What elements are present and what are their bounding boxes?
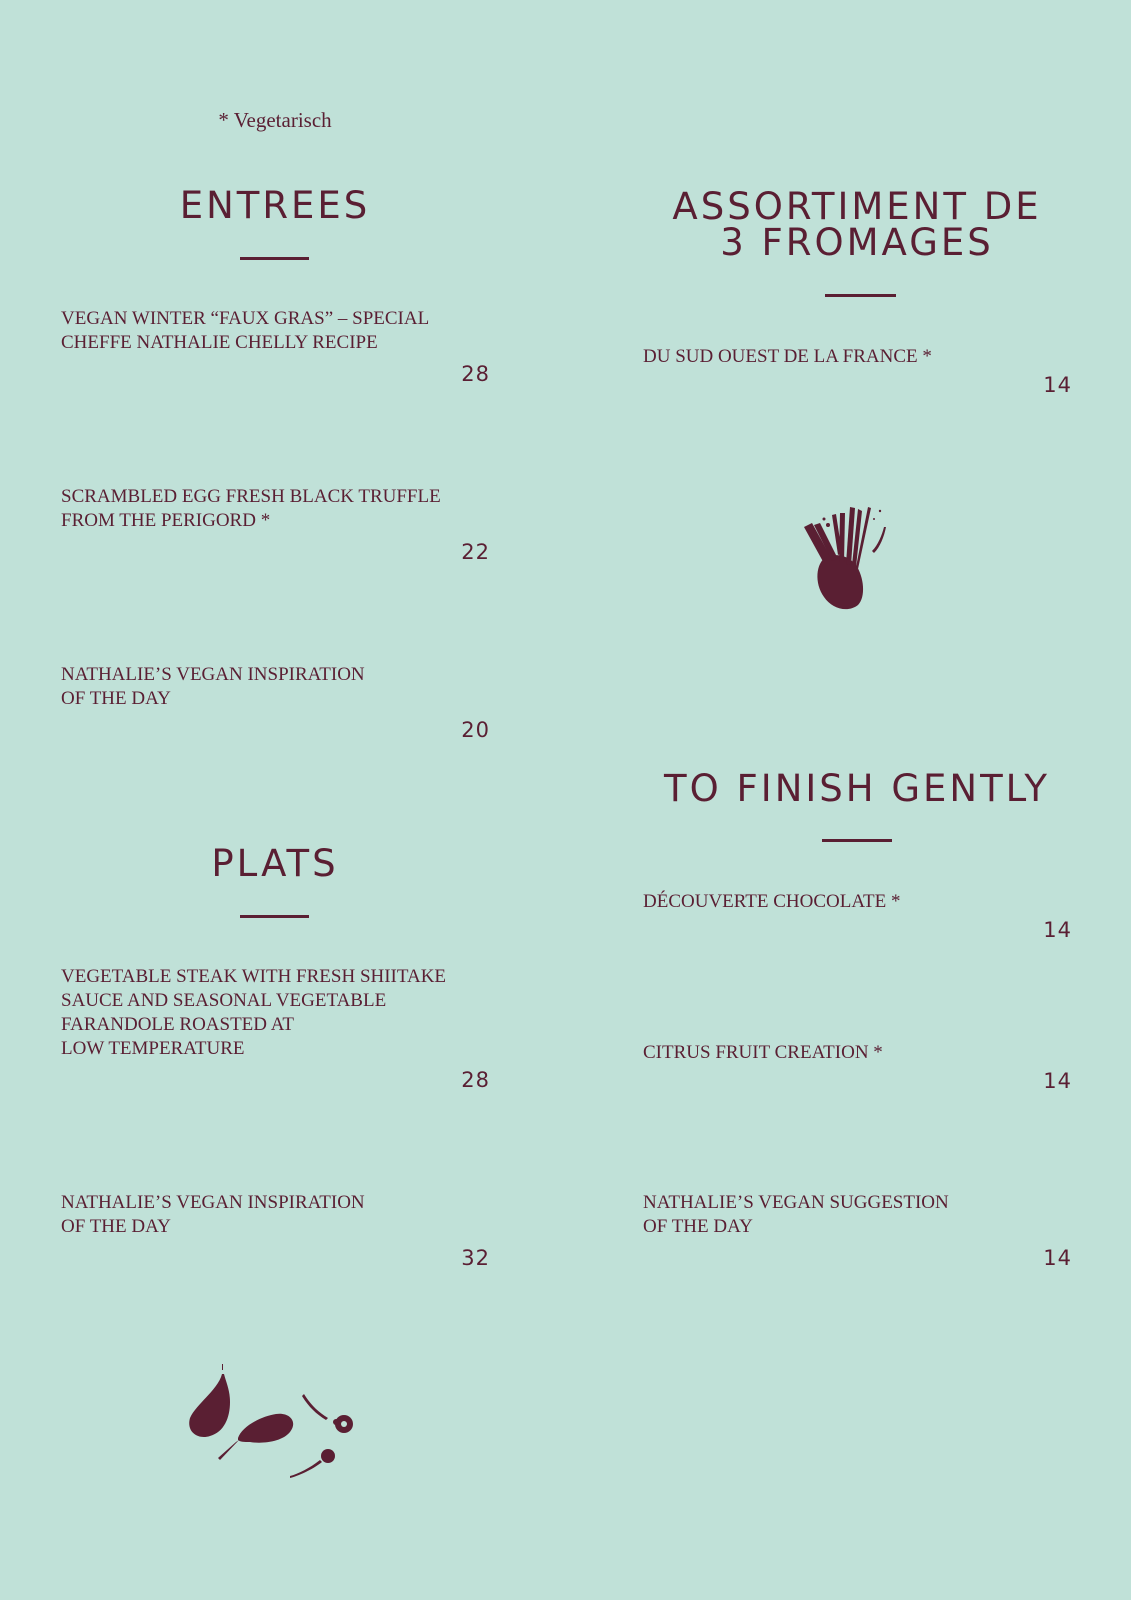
menu-item-price: 14 [1043,1069,1072,1093]
title-rule [240,257,309,260]
menu-item-name: NATHALIE’S VEGAN INSPIRATION OF THE DAY [61,1192,365,1237]
menu-item-name: VEGETABLE STEAK WITH FRESH SHIITAKE SAUCE AND SEASONAL VEGETABLE FARANDOLE ROASTED AT LOW TEMPERATURE [61,966,447,1059]
menu-item-price: 20 [461,718,490,742]
menu-item-name: VEGAN WINTER “FAUX GRAS” – SPECIAL CHEFFE NATHALIE CHELLY RECIPE [61,308,430,353]
menu-item-name: SCRAMBLED EGG FRESH BLACK TRUFFLE FROM THE PERIGORD * [61,486,441,531]
menu-item-price: 14 [1043,918,1072,942]
section-title-fromages: ASSORTIMENT DE 3 FROMAGES [672,185,1042,264]
menu-item-price: 14 [1043,1246,1072,1270]
title-rule [240,915,309,918]
pear-illustration [186,1360,362,1486]
section-title-plats: PLATS [211,842,339,885]
menu-item-price: 22 [461,540,490,564]
section-title-entrees: ENTREES [179,184,371,227]
menu-item-price: 14 [1043,373,1072,397]
vegetarian-note: * Vegetarisch [218,108,332,132]
menu-item-price: 28 [461,1068,490,1092]
menu-item-price: 28 [461,362,490,386]
title-rule [822,839,892,842]
title-rule [825,294,896,297]
menu-item-name: DU SUD OUEST DE LA FRANCE * [643,346,932,367]
section-title-finish: TO FINISH GENTLY [664,767,1050,810]
fennel-illustration [798,505,894,613]
menu-item-name: CITRUS FRUIT CREATION * [643,1042,883,1063]
menu-item-name: NATHALIE’S VEGAN INSPIRATION OF THE DAY [61,664,365,709]
menu-item-price: 32 [461,1246,490,1270]
menu-item-name: NATHALIE’S VEGAN SUGGESTION OF THE DAY [643,1192,949,1237]
menu-item-name: DÉCOUVERTE CHOCOLATE * [643,891,901,912]
